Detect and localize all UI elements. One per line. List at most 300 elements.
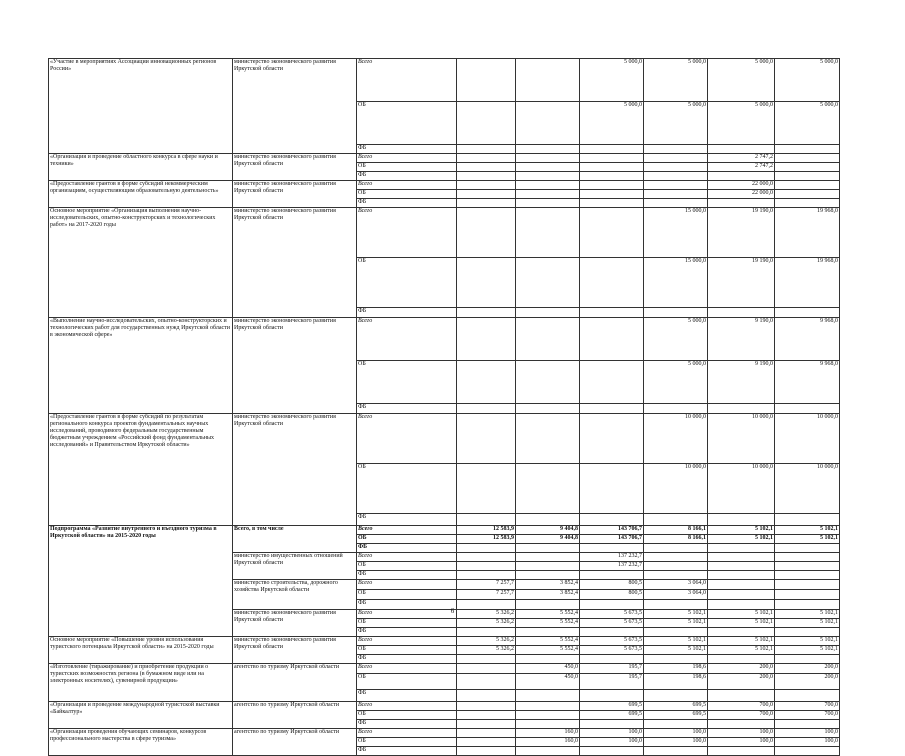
amount-cell [775,145,840,154]
amount-cell [775,154,840,163]
amount-cell [644,199,708,208]
amount-cell: 200,0 [775,664,840,674]
amount-cell [457,102,516,145]
amount-cell [708,562,775,571]
measure-name-cell: «Организация проведения обучающих семинаров, конкурсов профессионального мастерства в сфере туризма» [49,729,233,756]
amount-cell: 5 102,1 [775,619,840,628]
amount-cell [775,181,840,190]
executor-cell: министерство экономического развития Иркутской области [233,610,357,637]
amount-cell [644,720,708,729]
amount-cell [708,514,775,526]
amount-cell: 5 102,1 [775,526,840,535]
amount-cell [775,404,840,414]
funding-source-cell: ФБ [357,600,457,610]
table-row [49,414,840,464]
amount-cell: 5 673,5 [580,637,644,646]
amount-cell: 100,0 [644,729,708,738]
executor-cell: министерство экономического развития Иркутской области [233,318,357,414]
funding-source-cell: Всего [357,553,457,562]
executor-cell: министерство экономического развития Иркутской области [233,59,357,154]
amount-cell [457,308,516,318]
funding-source-cell: ФБ [357,720,457,729]
amount-cell [580,514,644,526]
funding-source-cell: Всего [357,702,457,711]
funding-source-cell: ОБ [357,711,457,720]
amount-cell [457,514,516,526]
amount-cell [457,628,516,637]
amount-cell: 5 673,5 [580,610,644,619]
funding-source-cell: ОБ [357,190,457,199]
executor-cell: министерство имущественных отношений Иркутской области [233,553,357,580]
amount-cell [516,145,580,154]
amount-cell: 5 552,4 [516,646,580,655]
amount-cell: 100,0 [580,738,644,747]
amount-cell: 8 166,1 [644,526,708,535]
amount-cell: 5 000,0 [644,318,708,361]
amount-cell [516,190,580,199]
amount-cell: 198,6 [644,674,708,690]
amount-cell [644,404,708,414]
funding-source-cell: ФБ [357,308,457,318]
amount-cell [644,544,708,553]
amount-cell [644,690,708,702]
funding-source-cell: Всего [357,664,457,674]
amount-cell [775,308,840,318]
table-row [49,729,840,738]
amount-cell: 200,0 [775,674,840,690]
amount-cell: 10 000,0 [775,414,840,464]
amount-cell: 5 326,2 [457,610,516,619]
amount-cell: 699,5 [644,711,708,720]
amount-cell: 19 968,0 [775,258,840,308]
amount-cell [644,308,708,318]
amount-cell [580,464,644,514]
amount-cell [708,590,775,600]
amount-cell: 195,7 [580,674,644,690]
amount-cell [457,414,516,464]
amount-cell [457,553,516,562]
amount-cell: 137 232,7 [580,562,644,571]
amount-cell: 700,0 [775,711,840,720]
amount-cell: 100,0 [708,738,775,747]
amount-cell: 5 552,4 [516,610,580,619]
amount-cell [708,308,775,318]
amount-cell [580,318,644,361]
executor-cell: министерство экономического развития Иркутской области [233,154,357,181]
table-row [49,637,840,646]
funding-source-cell: ФБ [357,514,457,526]
amount-cell: 22 000,0 [708,181,775,190]
amount-cell [457,729,516,738]
executor-cell: агентство по туризму Иркутской области [233,664,357,702]
measure-name-cell: «Предоставление грантов в форме субсидий по результатам регионального конкурса проектов фундаментальных научных исследований, проводимого федеральным государственным бюджетным учреждением «Российский фонд фундаментальных исследований» и Правительством Иркутской области» [49,414,233,526]
amount-cell [580,720,644,729]
amount-cell: 5 102,1 [644,610,708,619]
executor-cell: министерство строительства, дорожного хозяйства Иркутской области [233,580,357,610]
amount-cell: 9 968,0 [775,318,840,361]
amount-cell: 450,0 [516,674,580,690]
amount-cell [516,690,580,702]
amount-cell [775,590,840,600]
amount-cell: 10 000,0 [644,464,708,514]
amount-cell: 3 064,0 [644,590,708,600]
measure-name-cell: «Участие в мероприятиях Ассоциации инновационных регионов России» [49,59,233,154]
amount-cell [708,690,775,702]
amount-cell [708,580,775,590]
amount-cell [516,59,580,102]
amount-cell: 700,0 [708,711,775,720]
executor-cell: Всего, в том числе [233,526,357,553]
amount-cell: 160,0 [516,738,580,747]
amount-cell [708,655,775,664]
amount-cell [644,747,708,756]
amount-cell [516,404,580,414]
funding-source-cell: ФБ [357,145,457,154]
amount-cell [516,720,580,729]
amount-cell: 5 000,0 [644,59,708,102]
page-number: 6 [450,607,455,615]
amount-cell [775,628,840,637]
amount-cell [516,571,580,580]
funding-source-cell: ФБ [357,404,457,414]
funding-source-cell: ФБ [357,690,457,702]
amount-cell [580,181,644,190]
amount-cell [580,414,644,464]
funding-source-cell: ОБ [357,102,457,145]
amount-cell: 9 404,8 [516,535,580,544]
amount-cell: 5 102,1 [708,619,775,628]
amount-cell: 160,0 [516,729,580,738]
amount-cell [580,190,644,199]
amount-cell: 200,0 [708,664,775,674]
funding-source-cell: ОБ [357,535,457,544]
amount-cell [516,553,580,562]
amount-cell [775,553,840,562]
amount-cell: 700,0 [708,702,775,711]
amount-cell [708,553,775,562]
amount-cell: 5 102,1 [644,619,708,628]
amount-cell [457,258,516,308]
amount-cell [708,199,775,208]
amount-cell: 5 102,1 [775,646,840,655]
amount-cell: 5 102,1 [775,610,840,619]
funding-source-cell: Всего [357,729,457,738]
amount-cell [775,655,840,664]
amount-cell: 5 673,5 [580,619,644,628]
amount-cell: 198,6 [644,664,708,674]
amount-cell [580,172,644,181]
amount-cell: 10 000,0 [708,464,775,514]
amount-cell: 137 232,7 [580,553,644,562]
amount-cell [457,59,516,102]
amount-cell [457,464,516,514]
amount-cell [580,544,644,553]
amount-cell [644,145,708,154]
amount-cell [457,172,516,181]
funding-source-cell: ОБ [357,562,457,571]
amount-cell [580,690,644,702]
amount-cell [457,190,516,199]
amount-cell: 700,0 [775,702,840,711]
amount-cell [644,172,708,181]
amount-cell [775,172,840,181]
funding-source-cell: ФБ [357,199,457,208]
amount-cell [516,544,580,553]
amount-cell [457,154,516,163]
amount-cell: 19 190,0 [708,258,775,308]
amount-cell [644,562,708,571]
amount-cell: 5 000,0 [708,59,775,102]
amount-cell: 100,0 [775,738,840,747]
amount-cell [457,747,516,756]
funding-source-cell: ФБ [357,747,457,756]
amount-cell: 9 190,0 [708,318,775,361]
table-row [49,154,840,163]
amount-cell: 3 064,0 [644,580,708,590]
amount-cell: 800,5 [580,580,644,590]
amount-cell: 800,5 [580,590,644,600]
amount-cell [457,361,516,404]
amount-cell: 5 102,1 [644,637,708,646]
amount-cell [516,514,580,526]
funding-source-cell: ОБ [357,619,457,628]
amount-cell: 100,0 [708,729,775,738]
amount-cell [457,163,516,172]
amount-cell [580,163,644,172]
measure-name-cell: «Организация и проведение областного конкурса в сфере науки и техники» [49,154,233,181]
amount-cell [708,628,775,637]
amount-cell [775,190,840,199]
amount-cell [457,690,516,702]
amount-cell [580,361,644,404]
table-row [49,208,840,258]
amount-cell: 5 102,1 [708,637,775,646]
funding-source-cell: Всего [357,637,457,646]
amount-cell [580,308,644,318]
amount-cell [457,571,516,580]
measure-name-cell: Основное мероприятие «Организация выполнения научно-исследовательских, опытно-конструкторских и технологических работ» на 2017-2020 годы [49,208,233,318]
budget-table [48,58,840,756]
amount-cell [457,720,516,729]
funding-source-cell: ОБ [357,258,457,308]
table-row [49,59,840,102]
amount-cell: 9 404,8 [516,526,580,535]
amount-cell [457,544,516,553]
amount-cell [644,571,708,580]
amount-cell [708,571,775,580]
amount-cell [516,361,580,404]
amount-cell: 2 747,2 [708,154,775,163]
funding-source-cell: Всего [357,526,457,535]
amount-cell: 19 190,0 [708,208,775,258]
amount-cell: 5 102,1 [708,610,775,619]
amount-cell [580,154,644,163]
amount-cell [644,655,708,664]
amount-cell: 100,0 [644,738,708,747]
funding-source-cell: Всего [357,208,457,258]
executor-cell: министерство экономического развития Иркутской области [233,637,357,664]
amount-cell: 19 968,0 [775,208,840,258]
amount-cell [775,514,840,526]
amount-cell [457,702,516,711]
amount-cell [775,580,840,590]
amount-cell [516,181,580,190]
amount-cell [457,199,516,208]
funding-source-cell: ОБ [357,738,457,747]
amount-cell: 5 000,0 [644,361,708,404]
table-row [49,318,840,361]
amount-cell [516,655,580,664]
amount-cell [516,464,580,514]
amount-cell: 5 000,0 [708,102,775,145]
amount-cell: 22 000,0 [708,190,775,199]
funding-source-cell: Всего [357,154,457,163]
amount-cell [775,562,840,571]
amount-cell [775,199,840,208]
amount-cell: 100,0 [580,729,644,738]
funding-source-cell: Всего [357,414,457,464]
funding-source-cell: ФБ [357,544,457,553]
amount-cell [580,628,644,637]
funding-source-cell: ОБ [357,361,457,404]
amount-cell [775,747,840,756]
amount-cell [580,655,644,664]
amount-cell: 8 166,1 [644,535,708,544]
amount-cell [516,163,580,172]
amount-cell [516,747,580,756]
amount-cell: 5 102,1 [644,646,708,655]
amount-cell: 5 102,1 [708,526,775,535]
amount-cell [516,711,580,720]
amount-cell: 5 000,0 [775,102,840,145]
amount-cell: 5 552,4 [516,619,580,628]
amount-cell: 5 000,0 [580,59,644,102]
amount-cell [775,544,840,553]
amount-cell [775,571,840,580]
amount-cell: 3 852,4 [516,580,580,590]
amount-cell: 3 852,4 [516,590,580,600]
amount-cell: 699,5 [580,702,644,711]
amount-cell [457,664,516,674]
amount-cell: 100,0 [775,729,840,738]
amount-cell [516,318,580,361]
budget-table-sheet [48,58,839,756]
amount-cell [457,674,516,690]
funding-source-cell: ОБ [357,674,457,690]
amount-cell: 5 326,2 [457,619,516,628]
measure-name-cell: «Изготовление (тиражирование) и приобретение продукции о туристских возможностях региона (в бумажном виде или на электронных носителях), сувенирной продукции» [49,664,233,702]
funding-source-cell: ОБ [357,163,457,172]
amount-cell: 143 706,7 [580,535,644,544]
funding-source-cell: ОБ [357,464,457,514]
amount-cell [644,628,708,637]
amount-cell [580,747,644,756]
table-row [49,702,840,711]
measure-name-cell: «Выполнение научно-исследовательских, опытно-конструкторских и технологических работ для государственных нужд Иркутской области в экономической сфере» [49,318,233,414]
funding-source-cell: Всего [357,318,457,361]
funding-source-cell: ФБ [357,628,457,637]
amount-cell: 200,0 [708,674,775,690]
amount-cell [516,154,580,163]
table-row [49,181,840,190]
amount-cell [580,208,644,258]
funding-source-cell: ОБ [357,590,457,600]
measure-name-cell: Подпрограмма «Развитие внутреннего и въездного туризма в Иркутской области» на 2015-2020 годы [49,526,233,637]
amount-cell [516,702,580,711]
amount-cell: 699,5 [580,711,644,720]
amount-cell: 9 190,0 [708,361,775,404]
amount-cell: 7 257,7 [457,580,516,590]
amount-cell: 10 000,0 [775,464,840,514]
amount-cell: 5 000,0 [644,102,708,145]
amount-cell: 450,0 [516,664,580,674]
amount-cell [457,208,516,258]
amount-cell [516,199,580,208]
amount-cell [708,747,775,756]
amount-cell [644,190,708,199]
amount-cell [516,628,580,637]
amount-cell [457,145,516,154]
amount-cell: 195,7 [580,664,644,674]
amount-cell [457,181,516,190]
funding-source-cell: Всего [357,610,457,619]
amount-cell: 5 102,1 [708,646,775,655]
amount-cell [516,102,580,145]
amount-cell: 5 326,2 [457,637,516,646]
amount-cell [580,258,644,308]
amount-cell [708,404,775,414]
amount-cell: 5 102,1 [775,637,840,646]
amount-cell [580,404,644,414]
amount-cell [516,258,580,308]
amount-cell [580,199,644,208]
amount-cell [516,172,580,181]
amount-cell [457,738,516,747]
funding-source-cell: Всего [357,580,457,590]
amount-cell [644,181,708,190]
amount-cell [644,154,708,163]
amount-cell: 5 102,1 [708,535,775,544]
amount-cell: 12 583,9 [457,526,516,535]
amount-cell: 2 747,2 [708,163,775,172]
funding-source-cell: Всего [357,181,457,190]
funding-source-cell: ФБ [357,655,457,664]
funding-source-cell: ФБ [357,172,457,181]
funding-source-cell: Всего [357,59,457,102]
table-row [49,664,840,674]
amount-cell: 5 326,2 [457,646,516,655]
measure-name-cell: Основное мероприятие «Повышение уровня использования туристского потенциала Иркутской области» на 2015-2020 годы [49,637,233,664]
amount-cell [644,514,708,526]
amount-cell: 143 706,7 [580,526,644,535]
amount-cell: 15 000,0 [644,208,708,258]
amount-cell [775,720,840,729]
amount-cell [457,655,516,664]
amount-cell: 10 000,0 [708,414,775,464]
amount-cell: 15 000,0 [644,258,708,308]
measure-name-cell: «Организация и проведение международной туристской выставки «Байкалтур» [49,702,233,729]
amount-cell [457,318,516,361]
executor-cell: агентство по туризму Иркутской области [233,702,357,729]
executor-cell: агентство по туризму Иркутской области [233,729,357,756]
amount-cell [708,720,775,729]
amount-cell: 12 583,9 [457,535,516,544]
amount-cell [457,404,516,414]
executor-cell: министерство экономического развития Иркутской области [233,414,357,526]
amount-cell [580,145,644,154]
amount-cell [644,163,708,172]
executor-cell: министерство экономического развития Иркутской области [233,208,357,318]
